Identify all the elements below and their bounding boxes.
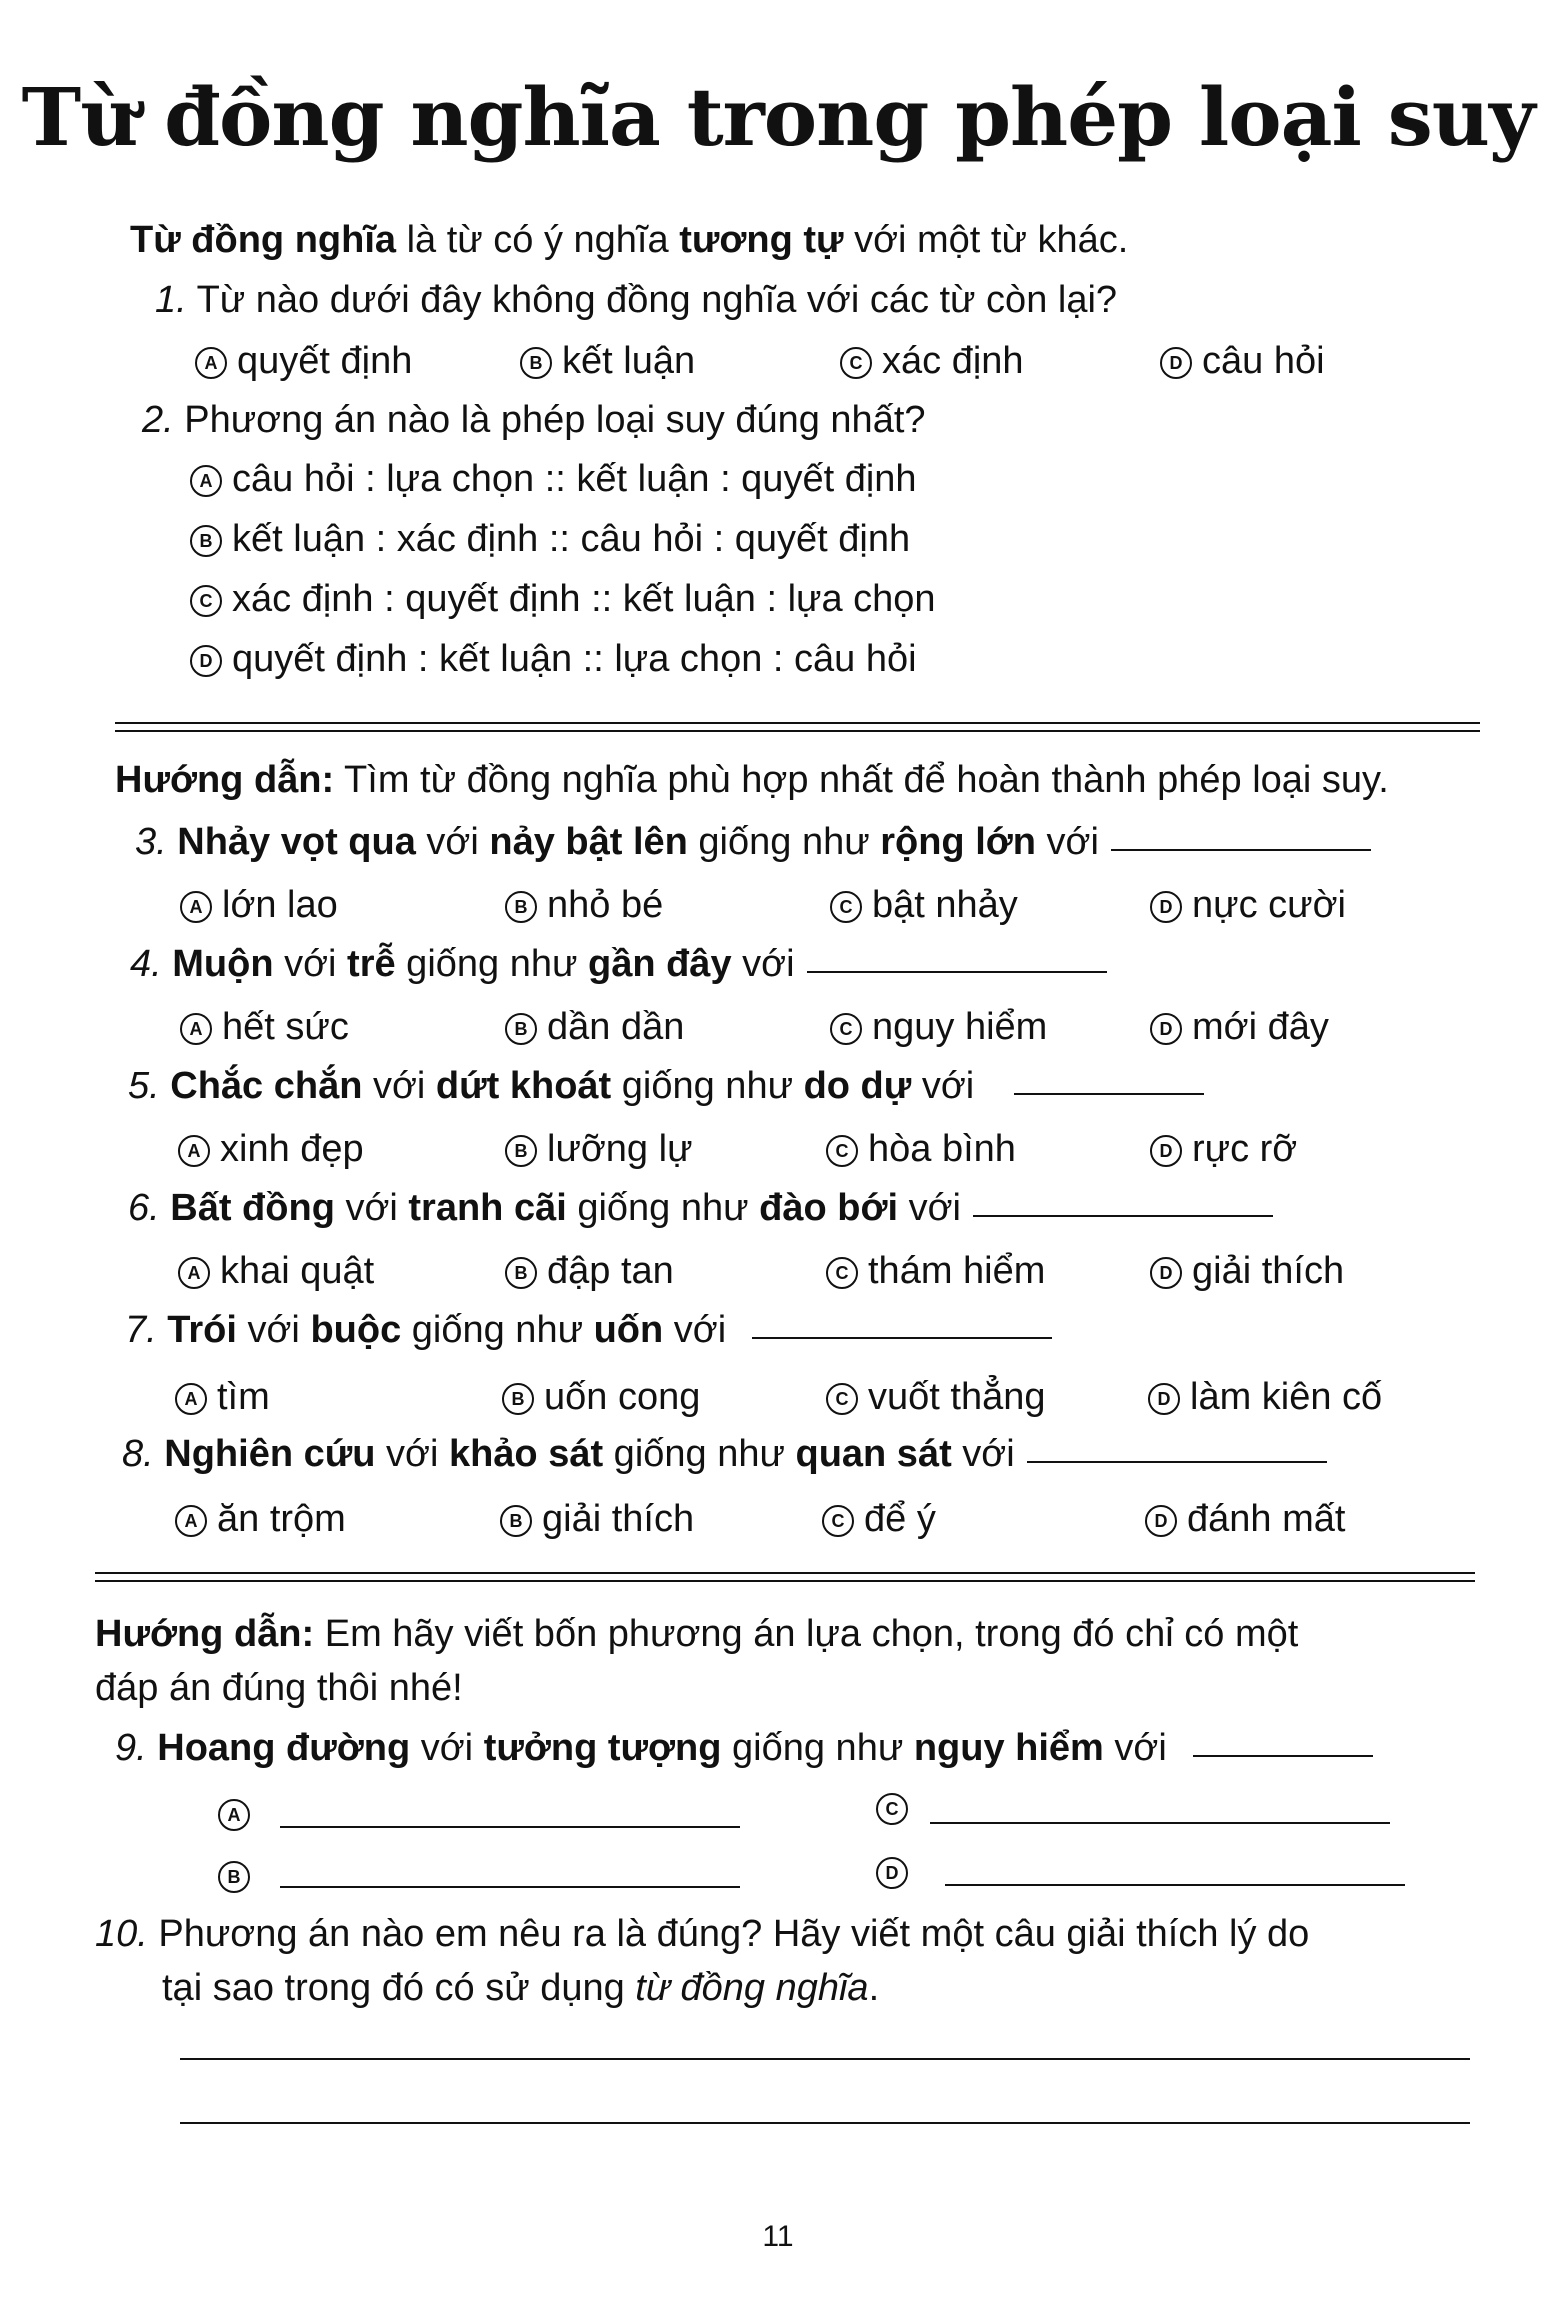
option-letter-d: D — [190, 645, 222, 677]
question-number: 7. — [125, 1309, 157, 1351]
option-d[interactable] — [1150, 1006, 1329, 1049]
option-b[interactable] — [505, 884, 663, 927]
term: rộng lớn — [880, 821, 1036, 863]
option-text: rực rỡ — [1192, 1128, 1298, 1170]
option-letter-a: A — [218, 1799, 250, 1831]
option-letter-b: B — [218, 1861, 250, 1893]
option-c[interactable] — [830, 884, 1018, 927]
option-text: uốn cong — [544, 1376, 701, 1418]
option-d[interactable] — [1160, 340, 1325, 383]
term: Chắc chắn — [170, 1065, 363, 1107]
text: giống như — [611, 1065, 804, 1107]
option-text: đập tan — [547, 1250, 674, 1292]
question-number: 2. — [142, 399, 174, 441]
option-letter-b: B — [505, 891, 537, 923]
question-number: 9. — [115, 1727, 147, 1769]
question-text: . — [868, 1967, 880, 2009]
question-text: Phương án nào là phép loại suy đúng nhất? — [173, 399, 926, 441]
option-letter-a: A — [178, 1135, 210, 1167]
option-b[interactable] — [520, 340, 695, 383]
question-9 — [115, 1726, 1373, 1772]
section-divider — [115, 730, 1480, 732]
question-7 — [125, 1308, 1052, 1354]
option-a[interactable] — [175, 1498, 346, 1541]
option-a[interactable] — [180, 1006, 349, 1049]
intro-part: với một từ khác. — [843, 219, 1129, 261]
term: nảy bật lên — [489, 821, 688, 863]
option-text: giải thích — [542, 1498, 695, 1540]
option-letter-c: C — [826, 1135, 858, 1167]
option-letter-a: A — [175, 1383, 207, 1415]
term: buộc — [310, 1309, 402, 1351]
option-text: xác định — [882, 340, 1024, 382]
option-letter-b: B — [505, 1135, 537, 1167]
text: giống như — [687, 821, 881, 863]
answer-blank[interactable] — [1014, 1092, 1204, 1095]
write-line-c[interactable] — [930, 1822, 1390, 1824]
option-letter-c: C — [190, 585, 222, 617]
question-5 — [128, 1064, 1204, 1110]
question-number: 6. — [128, 1187, 160, 1229]
question-4 — [130, 942, 1107, 988]
page-title: Từ đồng nghĩa trong phép loại suy — [21, 70, 1535, 164]
option-a[interactable] — [195, 340, 412, 383]
option-letter-a: A — [195, 347, 227, 379]
option-a[interactable] — [178, 1250, 374, 1293]
option-c[interactable] — [822, 1498, 936, 1541]
option-text: làm kiên cố — [1190, 1376, 1383, 1418]
option-text: câu hỏi — [1202, 340, 1325, 382]
option-b[interactable] — [505, 1006, 684, 1049]
question-10-continued — [162, 1966, 879, 2012]
instructions-label: Hướng dẫn: — [115, 759, 335, 801]
question-number: 4. — [130, 943, 162, 985]
question-emphasis: từ đồng nghĩa — [635, 1967, 869, 2009]
text: giống như — [603, 1433, 796, 1475]
option-d[interactable] — [1150, 1128, 1297, 1171]
text: giống như — [566, 1187, 760, 1229]
option-letter-d: D — [876, 1857, 908, 1889]
write-line-a[interactable] — [280, 1826, 740, 1828]
option-letter-b: B — [505, 1013, 537, 1045]
write-line-b[interactable] — [280, 1886, 740, 1888]
text: với — [410, 1727, 484, 1769]
option-text: để ý — [864, 1498, 936, 1540]
option-text: nguy hiểm — [872, 1006, 1048, 1048]
option-text: kết luận : xác định :: câu hỏi : quyết định — [232, 518, 911, 560]
option-letter-d: D — [1150, 1257, 1182, 1289]
text: với — [951, 1433, 1015, 1475]
option-d[interactable] — [1150, 1250, 1344, 1293]
question-number: 5. — [128, 1065, 160, 1107]
text: với — [731, 943, 795, 985]
option-text: xác định : quyết định :: kết luận : lựa chọn — [232, 578, 936, 620]
option-text: thám hiểm — [868, 1250, 1046, 1292]
option-text: khai quật — [220, 1250, 375, 1292]
option-letter-a: A — [190, 465, 222, 497]
answer-blank[interactable] — [973, 1214, 1273, 1217]
term: quan sát — [795, 1433, 952, 1475]
option-text: đánh mất — [1187, 1498, 1346, 1540]
question-1 — [155, 278, 1117, 324]
text: với — [415, 821, 490, 863]
option-text: ăn trộm — [217, 1498, 346, 1540]
instructions-continued: đáp án đúng thôi nhé! — [95, 1667, 463, 1709]
answer-blank[interactable] — [1111, 848, 1371, 851]
option-c[interactable] — [840, 340, 1024, 383]
intro-part: là từ có ý nghĩa — [396, 219, 680, 261]
term: dứt khoát — [435, 1065, 612, 1107]
write-option-a — [218, 1792, 260, 1835]
option-text: nhỏ bé — [547, 884, 664, 926]
option-d[interactable] — [1150, 884, 1346, 927]
option-c[interactable] — [826, 1250, 1045, 1293]
option-letter-d: D — [1150, 1135, 1182, 1167]
text: giống như — [395, 943, 588, 985]
section-divider — [95, 1572, 1475, 1574]
text: với — [362, 1065, 436, 1107]
option-letter-d: D — [1160, 347, 1192, 379]
text: với — [1103, 1727, 1167, 1769]
option-a[interactable] — [178, 1128, 364, 1171]
instructions-text: Tìm từ đồng nghĩa phù hợp nhất để hoàn thành phép loại suy. — [334, 759, 1389, 801]
intro-term: Từ đồng nghĩa — [130, 219, 397, 261]
option-letter-d: D — [1150, 891, 1182, 923]
option-letter-d: D — [1148, 1383, 1180, 1415]
option-text: xinh đẹp — [220, 1128, 364, 1170]
option-letter-a: A — [175, 1505, 207, 1537]
option-letter-a: A — [180, 891, 212, 923]
option-text: mới đây — [1192, 1006, 1329, 1048]
intro-emphasis: tương tự — [679, 219, 844, 261]
term: Hoang đường — [157, 1727, 411, 1769]
option-letter-b: B — [190, 525, 222, 557]
term: uốn — [593, 1309, 664, 1351]
option-c[interactable] — [826, 1376, 1045, 1419]
option-c[interactable] — [826, 1128, 1016, 1171]
option-text: kết luận — [562, 340, 696, 382]
option-a[interactable] — [175, 1376, 270, 1419]
option-letter-a: A — [180, 1013, 212, 1045]
option-c[interactable] — [190, 578, 936, 621]
write-option-c — [876, 1786, 918, 1829]
option-text: vuốt thẳng — [868, 1376, 1046, 1418]
text: với — [334, 1187, 409, 1229]
question-text: tại sao trong đó có sử dụng — [162, 1967, 636, 2009]
question-3 — [135, 820, 1371, 866]
option-text: quyết định : kết luận :: lựa chọn : câu hỏi — [232, 638, 917, 680]
option-text: lưỡng lự — [547, 1128, 693, 1170]
write-line-d[interactable] — [945, 1884, 1405, 1886]
option-d[interactable] — [190, 638, 917, 681]
section-divider — [115, 722, 1480, 724]
option-b[interactable] — [505, 1128, 693, 1171]
term: đào bới — [759, 1187, 899, 1229]
term: trễ — [347, 943, 396, 985]
term: do dự — [803, 1065, 912, 1107]
option-text: bật nhảy — [872, 884, 1018, 926]
text: với — [898, 1187, 961, 1229]
question-10 — [95, 1912, 1309, 1958]
option-letter-d: D — [1150, 1013, 1182, 1045]
option-letter-c: C — [830, 1013, 862, 1045]
write-option-d — [876, 1850, 918, 1893]
page-number: 11 — [762, 2220, 794, 2253]
option-letter-c: C — [840, 347, 872, 379]
text: với — [663, 1309, 727, 1351]
section-divider — [95, 1580, 1475, 1582]
option-text: nực cười — [1192, 884, 1346, 926]
option-b[interactable] — [505, 1250, 674, 1293]
answer-blank[interactable] — [1027, 1460, 1327, 1463]
option-text: lớn lao — [222, 884, 338, 926]
question-2 — [142, 398, 926, 444]
text: với — [236, 1309, 311, 1351]
option-text: giải thích — [1192, 1250, 1345, 1292]
term: tưởng tượng — [483, 1727, 722, 1769]
option-a[interactable] — [190, 458, 917, 501]
option-letter-b: B — [520, 347, 552, 379]
answer-line-1[interactable] — [180, 2058, 1470, 2060]
term: gần đây — [587, 943, 732, 985]
text: với — [375, 1433, 449, 1475]
option-letter-c: C — [826, 1383, 858, 1415]
term: nguy hiểm — [913, 1727, 1104, 1769]
option-text: tìm — [217, 1376, 270, 1418]
term: Muộn — [172, 943, 274, 985]
option-letter-c: C — [830, 891, 862, 923]
option-letter-c: C — [826, 1257, 858, 1289]
question-number: 8. — [122, 1433, 154, 1475]
option-b[interactable] — [500, 1498, 694, 1541]
question-number: 3. — [135, 821, 167, 863]
option-letter-c: C — [822, 1505, 854, 1537]
question-text: Phương án nào em nêu ra là đúng? Hãy viết một câu giải thích lý do — [147, 1913, 1310, 1955]
term: Nghiên cứu — [164, 1433, 376, 1475]
question-6 — [128, 1186, 1273, 1232]
text: với — [273, 943, 348, 985]
text: với — [1036, 821, 1099, 863]
instructions-text: Em hãy viết bốn phương án lựa chọn, trong đó chỉ có một — [314, 1613, 1299, 1655]
term: tranh cãi — [408, 1187, 567, 1229]
option-letter-c: C — [876, 1793, 908, 1825]
instructions — [95, 1612, 1298, 1658]
term: Trói — [167, 1309, 237, 1351]
question-number: 10. — [95, 1913, 148, 1955]
option-letter-b: B — [505, 1257, 537, 1289]
question-number: 1. — [155, 279, 187, 321]
question-text: Từ nào dưới đây không đồng nghĩa với các từ còn lại? — [186, 279, 1118, 321]
option-letter-b: B — [500, 1505, 532, 1537]
answer-line-2[interactable] — [180, 2122, 1470, 2124]
question-8 — [122, 1432, 1327, 1478]
answer-blank[interactable] — [752, 1336, 1052, 1339]
option-b[interactable] — [502, 1376, 700, 1419]
answer-blank[interactable] — [807, 970, 1107, 973]
text: với — [911, 1065, 975, 1107]
option-text: câu hỏi : lựa chọn :: kết luận : quyết định — [232, 458, 917, 500]
text: giống như — [401, 1309, 594, 1351]
term: khảo sát — [448, 1433, 604, 1475]
option-letter-b: B — [502, 1383, 534, 1415]
option-letter-d: D — [1145, 1505, 1177, 1537]
text: giống như — [721, 1727, 914, 1769]
option-letter-a: A — [178, 1257, 210, 1289]
instructions — [115, 758, 1389, 804]
option-d[interactable] — [1148, 1376, 1382, 1419]
intro-text — [130, 218, 1128, 264]
answer-blank[interactable] — [1193, 1754, 1373, 1757]
option-text: hết sức — [222, 1006, 349, 1048]
option-d[interactable] — [1145, 1498, 1345, 1541]
option-c[interactable] — [830, 1006, 1047, 1049]
option-text: dần dần — [547, 1006, 685, 1048]
option-text: quyết định — [237, 340, 413, 382]
instructions-label: Hướng dẫn: — [95, 1613, 315, 1655]
term: Nhảy vọt qua — [177, 821, 416, 863]
write-option-b — [218, 1854, 260, 1897]
term: Bất đồng — [170, 1187, 335, 1229]
option-b[interactable] — [190, 518, 910, 561]
option-text: hòa bình — [868, 1128, 1016, 1170]
option-a[interactable] — [180, 884, 338, 927]
